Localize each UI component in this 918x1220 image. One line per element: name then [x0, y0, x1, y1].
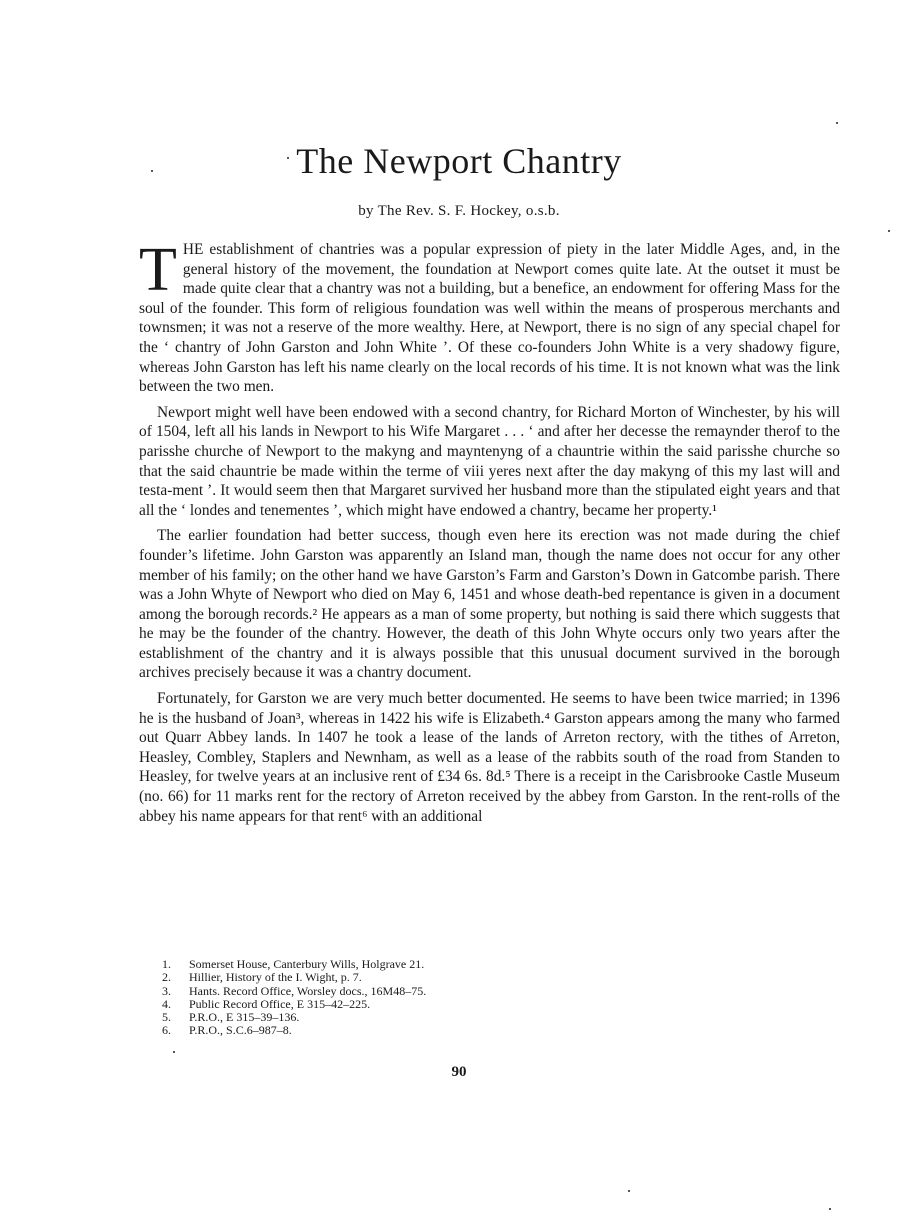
article-title: The Newport Chantry [296, 141, 622, 181]
footnote-text: P.R.O., S.C.6–987–8. [189, 1023, 292, 1038]
scan-speck [836, 122, 838, 124]
scan-speck [287, 157, 289, 159]
footnote [162, 1011, 662, 1024]
scan-speck [173, 1051, 175, 1053]
page-number: 90 [451, 1064, 467, 1080]
footnote-number: 6. [162, 1023, 171, 1038]
scan-speck [151, 170, 153, 172]
article-body [139, 236, 840, 832]
author-byline: by The Rev. S. F. Hockey, o.s.b. [358, 203, 560, 219]
paragraph-4: Fortunately, for Garston we are very much better documented. He seems to have been twice married; in 1396 he is the husband of Joan³, whereas in 1422 his wife is Elizabeth.⁴ Garston appears among the many who farmed out Quarr Abbey lands. In 1407 he took a lease of the lands of Arreton rectory, with the tithes of Arreton, Heasley, Combley, Staplers and Newnham, as well as a lease of the rabbits south of the road from Standen to Heasley, for twelve years at an inclusive rent of £34 6s. 8d.⁵ There is a receipt in the Carisbrooke Castle Museum (no. 66) for 11 marks rent for the rectory of Arreton received by the abbey from Garston. In the rent-rolls of the abbey his name appears for that rent⁶ with an additional [139, 690, 840, 825]
footnote-number: 2. [162, 970, 171, 985]
footnote-number: 3. [162, 983, 171, 998]
footnote [162, 998, 662, 1011]
footnote [162, 985, 662, 998]
footnote-text: Hants. Record Office, Worsley docs., 16M48–75. [189, 983, 427, 998]
footnote [162, 971, 662, 984]
scan-speck [829, 1208, 831, 1210]
footnote [162, 1024, 662, 1037]
paragraph-2: Newport might well have been endowed with a second chantry, for Richard Morton of Winchester, by his will of 1504, left all his lands in Newport to his Wife Margaret . . . ‘ and after her decesse the remaynder therof to the parisshe churche of Newport to the makyng and mayntenyng of a chauntrie within the said parisshe churche so that the said chauntrie be made within the terme of viii yeres next after the day makyng of this my last will and testa-ment ’. It would seem then that Margaret survived her husband more than the stipulated eight years and that all the ‘ londes and tenementes ’, which might have endowed a chantry, became her property.¹ [139, 403, 840, 519]
footnote-text: Public Record Office, E 315–42–225. [189, 996, 371, 1011]
scan-speck [888, 230, 890, 232]
footnote-number: 4. [162, 996, 171, 1011]
footnote-text: P.R.O., E 315–39–136. [189, 1010, 300, 1025]
footnotes-list [162, 958, 662, 1038]
footnote-text: Somerset House, Canterbury Wills, Holgrave 21. [189, 957, 425, 971]
paragraph-3: The earlier foundation had better success, though even here its erection was not made during the chief founder’s lifetime. John Garston was apparently an Island man, though the name does not occur for any other member of his family; on the other hand we have Garston’s Farm and Garston’s Down in Gatcombe parish. There was a John Whyte of Newport who died on May 6, 1451 and whose death-bed repentance is given in a document among the borough records.² He appears as a man of some property, but nothing is said there which suggests that he may be the founder of the chantry. However, the death of this John Whyte occurs only two years after the establishment of the chantry and it is always possible that this unusual document survived in the borough archives precisely because it was a chantry document. [139, 527, 840, 682]
footnote-number: 1. [162, 957, 171, 971]
footnote [162, 958, 662, 971]
scan-speck [628, 1190, 630, 1192]
paragraph-1-text: HE establishment of chantries was a popular expression of piety in the later Middle Ages, and, in the general history of the movement, the foundation at Newport comes quite late. At the outset it must be made quite clear that a chantry was not a building, but a benefice, an endowment for offering Mass for the soul of the founder. This form of religious foundation was well within the means of prosperous merchants and townsmen; it was not a reserve of the more wealthy. Here, at Newport, there is no sign of any special chapel for the ‘ chantry of John Garston and John White ’. Of these co-founders John White is a very shadowy figure, whereas John Garston has left his name clearly on the local records of his time. It is not known what was the link between the two men. [139, 241, 840, 396]
paragraph-1 [139, 236, 840, 397]
footnote-number: 5. [162, 1010, 171, 1025]
footnote-text: Hillier, History of the I. Wight, p. 7. [189, 970, 362, 985]
drop-cap: T [139, 236, 177, 304]
